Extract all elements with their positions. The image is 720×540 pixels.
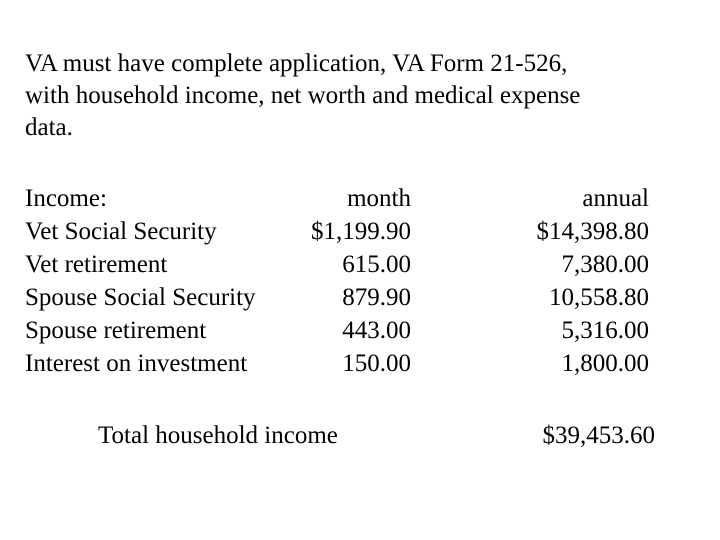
row-label: Spouse Social Security [25, 284, 256, 311]
annual-column-header: annual [582, 185, 649, 212]
total-value: $39,453.60 [542, 422, 655, 449]
row-month-value: 150.00 [342, 350, 411, 377]
table-row-spouse-retirement [25, 314, 685, 347]
intro-line-2: with household income, net worth and medical expense [25, 82, 581, 109]
intro-paragraph [25, 48, 705, 144]
table-row-vet-retirement [25, 248, 685, 281]
total-label: Total household income [98, 422, 338, 449]
row-annual-value: 5,316.00 [561, 317, 649, 344]
table-row-spouse-social-security [25, 281, 685, 314]
income-header-row [25, 182, 685, 215]
row-annual-value: 10,558.80 [549, 284, 649, 311]
row-label: Interest on investment [25, 350, 248, 377]
row-label: Vet Social Security [25, 218, 217, 245]
month-column-header: month [347, 185, 411, 212]
intro-line-1: VA must have complete application, VA Form 21-526, [25, 50, 568, 77]
row-month-value: 443.00 [342, 317, 411, 344]
row-label: Spouse retirement [25, 317, 207, 344]
intro-line-3: data. [25, 114, 73, 141]
income-header-label: Income: [25, 185, 107, 212]
row-month-value: $1,199.90 [311, 218, 411, 245]
row-annual-value: 1,800.00 [561, 350, 649, 377]
table-row-interest-on-investment [25, 347, 685, 380]
total-household-income-row [25, 419, 685, 452]
row-annual-value: 7,380.00 [561, 251, 649, 278]
row-month-value: 615.00 [342, 251, 411, 278]
income-table [25, 182, 685, 380]
row-month-value: 879.90 [342, 284, 411, 311]
row-label: Vet retirement [25, 251, 168, 278]
table-row-vet-social-security [25, 215, 685, 248]
row-annual-value: $14,398.80 [536, 218, 649, 245]
